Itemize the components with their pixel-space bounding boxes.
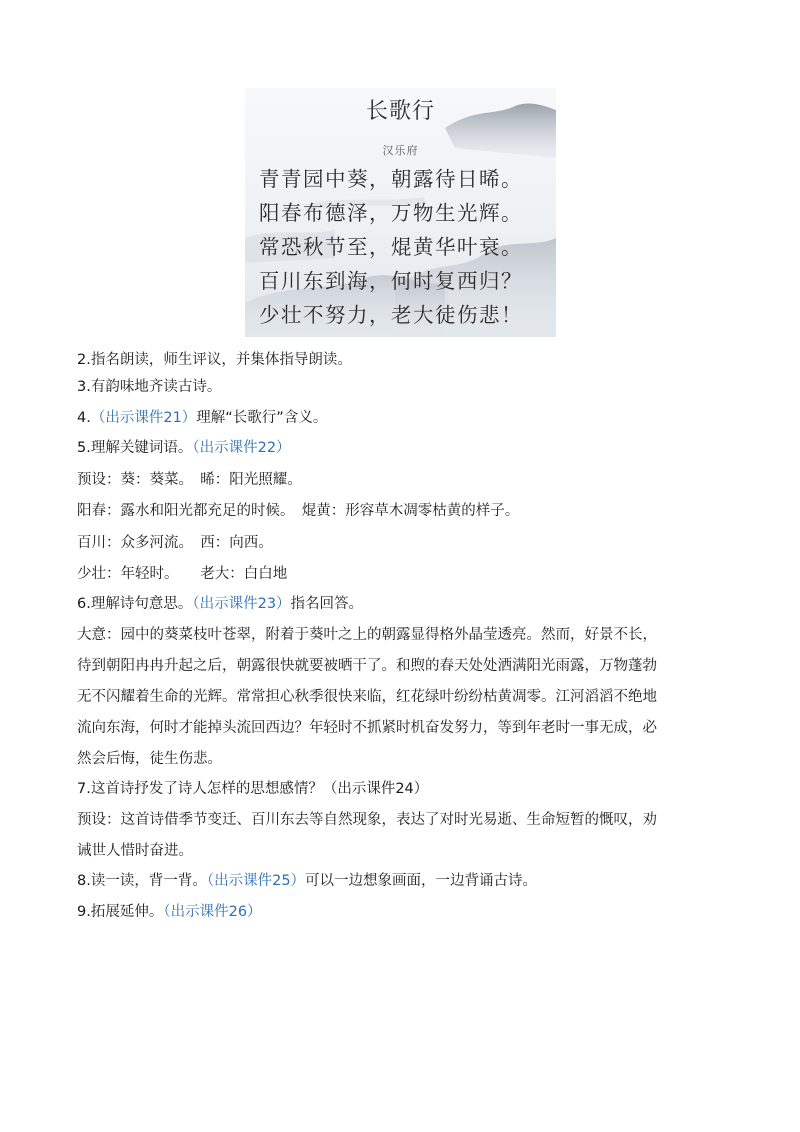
poem-line-2: 阳春布德泽，万物生光辉。 <box>259 201 523 225</box>
meaning-line-2: 待到朝阳冉冉升起之后，朝露很快就要被晒干了。和煦的春天处处洒满阳光雨露，万物蓬勃 <box>77 658 657 674</box>
poem-line-1: 青青园中葵，朝露待日晞。 <box>259 167 523 191</box>
vocab-line-4: 少壮：年轻时。 老大：白白地 <box>77 566 288 582</box>
emotion-line-1: 预设：这首诗借季节变迁、百川东去等自然现象，表达了对时光易逝、生命短暂的慨叹，劝 <box>77 812 657 828</box>
poem-line-4: 百川东到海，何时复西归？ <box>259 269 523 293</box>
step-6-text: 6.理解诗句意思。 <box>77 596 193 612</box>
poem-line-5: 少壮不努力，老大徒伤悲！ <box>259 303 523 327</box>
meaning-line-1: 大意：园中的葵菜枝叶苍翠，附着于葵叶之上的朝露显得格外晶莹透亮。然而，好景不长， <box>77 627 657 643</box>
poem-title: 长歌行 <box>365 99 435 124</box>
poem-image <box>245 88 556 337</box>
step-6-tail: 指名回答。 <box>290 596 364 612</box>
step-9-text: 9.拓展延伸。 <box>77 904 164 920</box>
step-6 <box>77 594 727 614</box>
step-7: 7.这首诗抒发了诗人怎样的思想感情？（出示课件24） <box>77 781 429 797</box>
step-8-tail: 可以一边想象画面，一边背诵古诗。 <box>305 873 538 889</box>
step-4 <box>77 408 727 428</box>
meaning-line-3: 无不闪耀着生命的光辉。常常担心秋季很快来临，红花绿叶纷纷枯黄凋零。江河滔滔不绝地 <box>77 689 657 705</box>
vocab-line-2: 阳春：露水和阳光都充足的时候。 焜黄：形容草木凋零枯黄的样子。 <box>77 503 520 519</box>
meaning-line-5: 然会后悔，徒生伤悲。 <box>77 751 222 767</box>
meaning-line-4: 流向东海，何时才能掉头流回西边？年轻时不抓紧时机奋发努力，等到年老时一事无成，必 <box>77 720 657 736</box>
step-5 <box>77 438 727 458</box>
courseware-ref-23: （出示课件23） <box>192 596 291 612</box>
step-5-text: 5.理解关键词语。 <box>77 440 193 456</box>
vocab-line-1: 预设：葵：葵菜。 晞：阳光照耀。 <box>77 472 302 488</box>
courseware-ref-21: （出示课件21） <box>90 410 197 426</box>
step-9 <box>77 902 727 922</box>
step-3: 3.有韵味地齐读古诗。 <box>77 379 222 395</box>
vocab-line-3: 百川：众多河流。 西：向西。 <box>77 535 273 551</box>
courseware-ref-22: （出示课件22） <box>192 440 291 456</box>
step-2: 2.指名朗读，师生评议，并集体指导朗读。 <box>77 352 352 368</box>
poem-line-3: 常恐秋节至，焜黄华叶衰。 <box>259 235 523 259</box>
courseware-ref-26: （出示课件26） <box>163 904 262 920</box>
emotion-line-2: 诫世人惜时奋进。 <box>77 843 193 859</box>
poem-author: 汉乐府 <box>382 144 419 157</box>
step-8-text: 8.读一读，背一背。 <box>77 873 207 889</box>
courseware-ref-25: （出示课件25） <box>206 873 306 889</box>
step-4-text: 理解“长歌行”含义。 <box>196 410 328 426</box>
step-4-number: 4. <box>77 410 91 426</box>
step-8 <box>77 871 727 891</box>
